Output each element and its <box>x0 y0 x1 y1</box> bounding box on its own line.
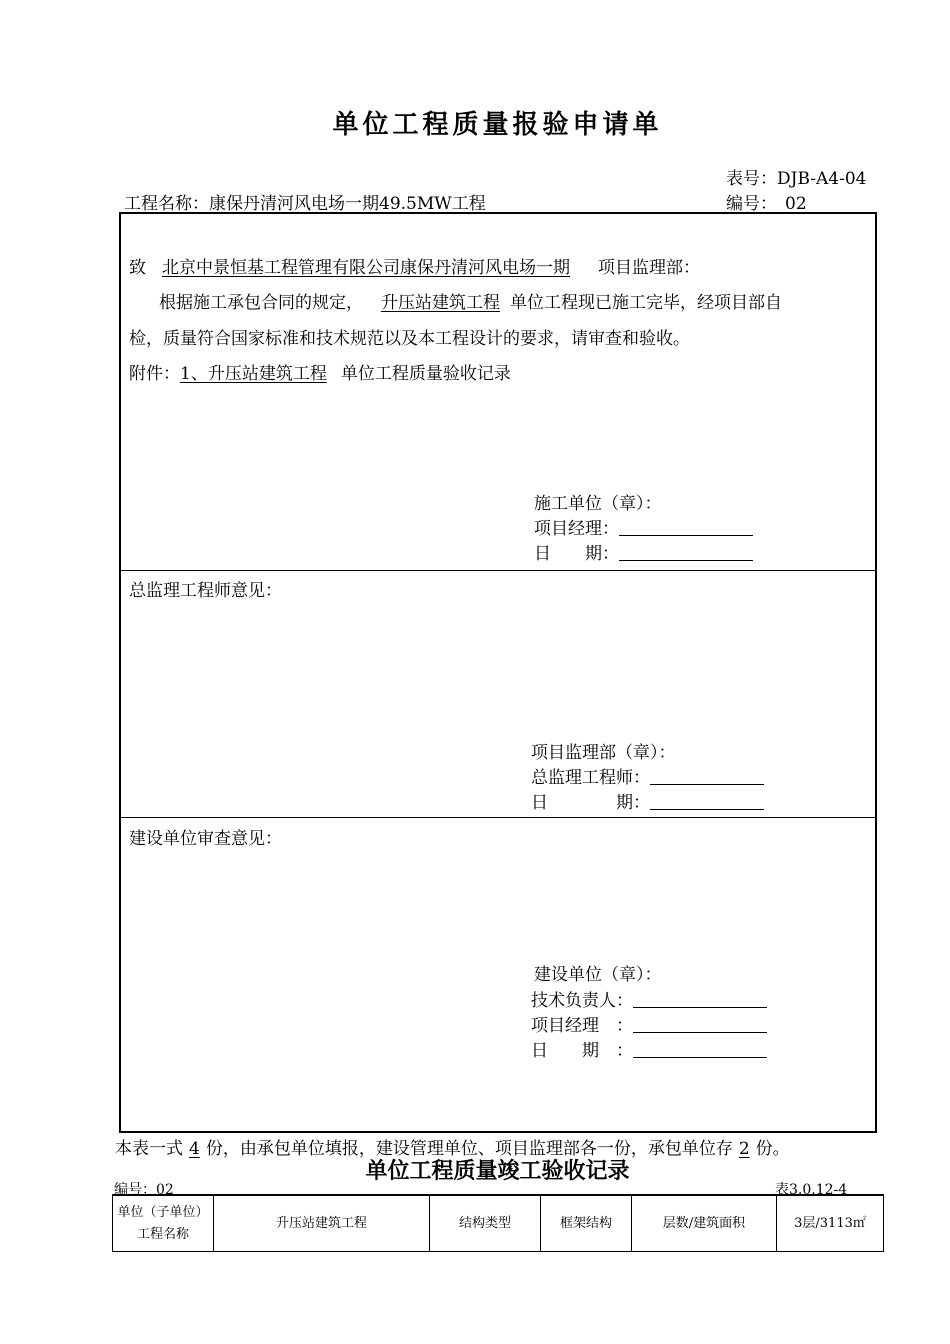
form-number-value: DJB-A4-04 <box>777 169 867 189</box>
contractor-manager-blank[interactable] <box>619 519 753 536</box>
record-floors-label: 层数/建筑面积 <box>632 1195 777 1252</box>
owner-date-blank[interactable] <box>633 1041 767 1058</box>
serial-number <box>726 189 807 214</box>
tech-lead-row <box>531 986 767 1011</box>
body-suffix: 单位工程现已施工完毕，经项目部自 <box>510 293 782 313</box>
owner-date-label: 日 期 ： <box>531 1041 633 1061</box>
contractor-date-row <box>534 539 753 564</box>
project-name <box>124 189 486 214</box>
owner-manager-label: 项目经理 ： <box>531 1016 633 1036</box>
record-unit-label-line2: 工程名称 <box>136 1226 189 1242</box>
attachment-item: 1、升压站建筑工程 <box>180 364 327 384</box>
contractor-date-label: 日 期： <box>534 544 619 564</box>
body-line-1 <box>159 288 782 313</box>
record-serial: 编号：02 <box>114 1182 174 1198</box>
body-prefix: 根据施工承包合同的规定， <box>159 293 363 313</box>
record-table <box>112 1194 884 1252</box>
owner-manager-row <box>531 1011 767 1036</box>
supervision-date-row <box>531 788 764 813</box>
table-row <box>113 1195 884 1252</box>
distribution-copies: 4 <box>189 1139 200 1159</box>
tech-lead-blank[interactable] <box>633 991 767 1008</box>
serial-number-label: 编号： <box>726 194 777 214</box>
tech-lead-label: 技术负责人： <box>531 991 633 1011</box>
chief-engineer-row <box>531 763 764 788</box>
attachment-line <box>129 359 511 384</box>
form-number <box>726 164 866 189</box>
record-floors-value: 3层/3113㎡ <box>777 1195 884 1252</box>
addressee-prefix: 致 <box>129 258 146 278</box>
addressee-org: 北京中景恒基工程管理有限公司康保丹清河风电场一期 <box>162 258 570 278</box>
distribution-p3: 份。 <box>755 1139 790 1159</box>
attachment-label: 附件： <box>129 364 180 384</box>
project-name-label: 工程名称： <box>124 194 209 214</box>
owner-manager-blank[interactable] <box>633 1016 767 1033</box>
record-unit-label-line1: 单位（子单位） <box>117 1204 209 1220</box>
record-structure-label: 结构类型 <box>430 1195 541 1252</box>
page-title: 单位工程质量报验申请单 <box>332 110 663 140</box>
contractor-manager-label: 项目经理： <box>534 519 619 539</box>
owner-review-heading: 建设单位审查意见： <box>129 829 282 849</box>
record-unit-name: 升压站建筑工程 <box>214 1195 430 1252</box>
serial-number-value: 02 <box>785 194 807 214</box>
body-project: 升压站建筑工程 <box>381 293 500 313</box>
distribution-p1: 本表一式 <box>115 1139 183 1159</box>
body-line-2: 检，质量符合国家标准和技术规范以及本工程设计的要求，请审查和验收。 <box>129 329 690 349</box>
project-name-value: 康保丹清河风电场一期49.5MW工程 <box>209 194 486 214</box>
owner-seal: 建设单位（章）： <box>534 965 662 985</box>
attachment-suffix: 单位工程质量验收记录 <box>340 364 511 384</box>
contractor-manager-row <box>534 514 753 539</box>
distribution-keep: 2 <box>738 1139 750 1159</box>
form-number-label: 表号： <box>726 169 777 189</box>
chief-engineer-label: 总监理工程师： <box>531 768 650 788</box>
record-structure-value: 框架结构 <box>541 1195 632 1252</box>
addressee-suffix: 项目监理部： <box>598 258 700 278</box>
owner-date-row <box>531 1036 767 1061</box>
section-divider-2 <box>120 817 876 818</box>
supervision-date-label: 日 期： <box>531 793 650 813</box>
record-unit-label <box>113 1195 214 1252</box>
chief-supervisor-heading: 总监理工程师意见： <box>129 581 282 601</box>
supervision-seal: 项目监理部（章）： <box>531 743 676 763</box>
contractor-seal: 施工单位（章）： <box>534 494 662 514</box>
addressee-line <box>129 253 700 278</box>
contractor-date-blank[interactable] <box>619 544 753 561</box>
distribution-p2: 份，由承包单位填报，建设管理单位、项目监理部各一份，承包单位存 <box>205 1139 733 1159</box>
record-form-number: 表3.0.12-4 <box>775 1182 848 1198</box>
chief-engineer-blank[interactable] <box>650 768 764 785</box>
record-title: 单位工程质量竣工验收记录 <box>365 1159 630 1184</box>
supervision-date-blank[interactable] <box>650 793 764 810</box>
section-divider-1 <box>120 570 876 571</box>
